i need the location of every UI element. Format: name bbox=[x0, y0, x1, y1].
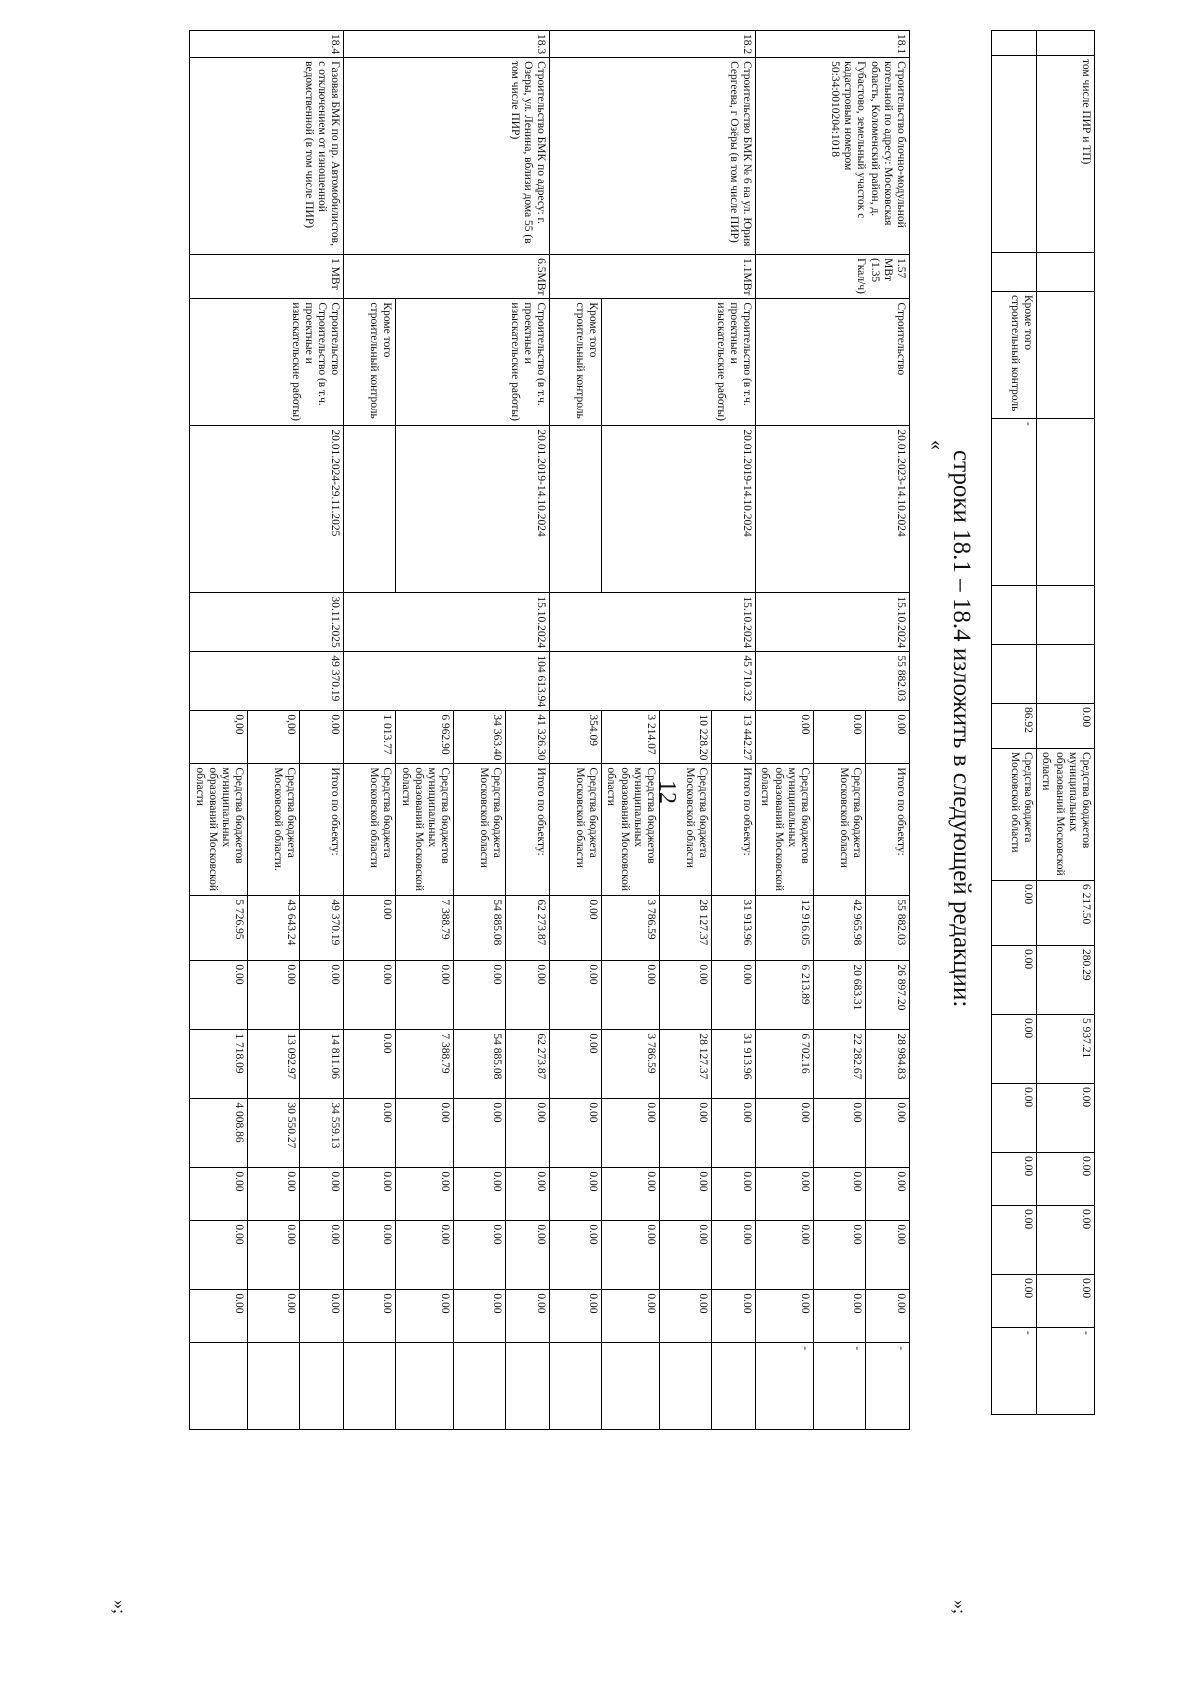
amount: 0.00 bbox=[396, 961, 454, 1030]
funding-source: Средства бюджетов муниципальных образований Московской области bbox=[396, 764, 454, 896]
amount: 0.00 bbox=[248, 1168, 300, 1221]
amount: 0.00 bbox=[344, 1099, 396, 1168]
amount: 0.00 bbox=[550, 896, 602, 961]
amount: 0.00 bbox=[506, 961, 550, 1030]
top-table bbox=[991, 30, 1095, 1415]
power: 6.5МВт bbox=[344, 255, 550, 299]
amount: 0.00 bbox=[712, 1221, 756, 1290]
amount bbox=[344, 1343, 396, 1430]
amount: 0.00 bbox=[344, 896, 396, 961]
amount: 0.00 bbox=[602, 1221, 660, 1290]
amount: 0.00 bbox=[660, 961, 712, 1030]
amount: 0.00 bbox=[344, 1030, 396, 1099]
amount: 54 885.08 bbox=[454, 896, 506, 961]
amount: 0.00 bbox=[660, 1099, 712, 1168]
amount bbox=[300, 1343, 344, 1430]
financed: 3 214.07 bbox=[602, 711, 660, 764]
amount: 0.00 bbox=[712, 1099, 756, 1168]
amount: 13 092.97 bbox=[248, 1030, 300, 1099]
amount: 0.00 bbox=[506, 1221, 550, 1290]
row-id: 18.2 bbox=[550, 31, 756, 58]
rotated-page: 12 том числе ПИР и ТП) 0.00 Средства бюджетов муниципальных образований Московской области 6 217.50 280.29 5 937.21 0.00 0.00 0.00 0.00 - Кроме того строительный контроль - 86.92 Средства бюджета Московской области 0.00 0.00 0.00 0.00 0.00 0.00 0.00 - »; строки 18.1 – 18.4 изложить в следующей редакции: « 18.1 Строительство блочно-модульной котельной по адресу: Московская область, Коломенский район, д. Губастово, земельный участок с кадастровым номером 50:34:0010204:1018 1.57 МВт (1.35 Гкал/ч) Строительство 20.01.2023-14.10.2024 15.10.2024 55 882.03 0.00 Итого по объекту: 55 882.03 26 897.20 28 984.83 0.00 0.00 0.00 0.00 - 0.00 Средства бюджета Московской области 42 965.98 20 683.31 22 282.67 0.00 0.00 0.00 0.00 - 0.00 Средства бюджетов муниципальных образований Московской области 12 916.05 6 213.89 6 702.16 0.00 0.00 0.00 0.00 - 18.2 Строительство БМК № 6 на ул. Юрия Сергеева, г Озёры (в том числе ПИР) 1.1МВт Строительство (в т.ч. проектные и изыскательские работы) 20.01.2019-14.10.2024 15.10.2024 45 710.32 13 442.27 Итого по объекту: 31 913.96 0.00 31 913.96 0.00 0.00 0.00 0.00 10 228.20 Средства бюджета Московской области 28 127.37 0.00 28 127.37 0.00 0.00 0.00 0.00 3 214.07 Средства бюджетов муниципальных образований Московской области 3 786.59 0.00 3 786.59 0.00 0.00 0.00 0.00 Кроме того строительный контроль 354.09 Средства бюджета Московской области 0.00 0.00 0.00 0.00 0.00 0.00 0.00 18.3 Строительство БМК по адресу: г. Озеры, ул. Ленина, вблизи дома 55 (в том числе ПИР) 6.5МВт Строительство (в т.ч. проектные и изыскательские работы) 20.01.2019-14.10.2024 15.10.2024 104 613.94 41 326.30 Итого по объекту: 62 273.87 0.00 62 273.87 0.00 0.00 0.00 0.00 34 363.40 Средства бюджета Московской области 54 885.08 0.00 54 885.08 0.00 0.00 0.00 0.00 6 962.90 Средства бюджетов муниципальных образований Московской области 7 388.79 0.00 7 388.79 0.00 0.00 0.00 0.00 Кроме того строительный контроль 1 013.77 Средства бюджета Московской области 0.00 0.00 0.00 0.00 0.00 0.00 0.00 18.4 Газовая БМК по пр. Автомобилистов, с отключением от изношенной ведомственной (в том числе ПИР) 1 МВт Строительство Строительство (в т.ч. проектные и изыскательские работы) 20.01.2024-29.11.2025 30.11.2025 49 370.19 0.00 Итого по объекту: 49 370.19 0.00 14 811.06 34 559.13 0.00 0.00 0.00 0,00 Средства бюджета Московской области. 43 643.24 0.00 13 092.97 30 550.27 0.00 0.00 0.00 0,00 Средства бюджетов муниципальных образований Московской области 5 726.95 0.00 1 718.09 4 008.86 0.00 0.00 0.00 »; bbox=[0, 0, 1200, 1697]
amount: 0.00 bbox=[814, 1168, 866, 1221]
row-id: 18.1 bbox=[756, 31, 910, 58]
financed: 0.00 bbox=[756, 711, 814, 764]
table-row bbox=[300, 31, 344, 1430]
period: 20.01.2024-29.11.2025 bbox=[190, 426, 344, 593]
work-type: Строительство (в т.ч. проектные и изыскательские работы) bbox=[396, 299, 550, 426]
amount: 22 282.67 bbox=[814, 1030, 866, 1099]
row-id: 18.3 bbox=[344, 31, 550, 58]
amount: 1 718.09 bbox=[190, 1030, 248, 1099]
funding-source: Средства бюджетов муниципальных образований Московской области bbox=[190, 764, 248, 896]
amount: 0.00 bbox=[602, 961, 660, 1030]
amount: 6 702.16 bbox=[756, 1030, 814, 1099]
amount bbox=[602, 1343, 660, 1430]
amount: 0.00 bbox=[602, 1168, 660, 1221]
table-row: том числе ПИР и ТП) 0.00 Средства бюджетов муниципальных образований Московской области 6 217.50 280.29 5 937.21 0.00 0.00 0.00 0.00 - bbox=[1037, 31, 1095, 1415]
section-heading: строки 18.1 – 18.4 изложить в следующей редакции: bbox=[948, 450, 975, 1008]
amount: 12 916.05 bbox=[756, 896, 814, 961]
amount: 26 897.20 bbox=[866, 961, 910, 1030]
amount: 0.00 bbox=[550, 1290, 602, 1343]
funding-source: Средства бюджета Московской области bbox=[344, 764, 396, 896]
amount: - bbox=[756, 1343, 814, 1430]
amount bbox=[550, 1343, 602, 1430]
amount: 0.00 bbox=[602, 1099, 660, 1168]
amount: 0.00 bbox=[344, 961, 396, 1030]
amount: 28 984.83 bbox=[866, 1030, 910, 1099]
amount: 0.00 bbox=[190, 1221, 248, 1290]
amount: 0.00 bbox=[190, 1168, 248, 1221]
funding-source: Средства бюджета Московской области bbox=[660, 764, 712, 896]
amount: 55 882.03 bbox=[866, 896, 910, 961]
funding-source: Средства бюджетов муниципальных образований Московской области bbox=[756, 764, 814, 896]
amount: 0.00 bbox=[344, 1168, 396, 1221]
amount: 43 643.24 bbox=[248, 896, 300, 961]
funding-source: Итого по объекту: bbox=[506, 764, 550, 896]
table-cell bbox=[550, 426, 602, 593]
main-table bbox=[190, 30, 911, 1430]
amount: 3 786.59 bbox=[602, 896, 660, 961]
amount: 0.00 bbox=[248, 1221, 300, 1290]
amount: 0.00 bbox=[454, 961, 506, 1030]
amount: 0.00 bbox=[712, 961, 756, 1030]
object-name: Строительство БМК № 6 на ул. Юрия Сергеева, г Озёры (в том числе ПИР) bbox=[550, 58, 756, 255]
amount: 0.00 bbox=[756, 1168, 814, 1221]
amount: 0.00 bbox=[248, 961, 300, 1030]
amount: 0.00 bbox=[506, 1290, 550, 1343]
amount: 31 913.96 bbox=[712, 1030, 756, 1099]
period: 20.01.2019-14.10.2024 bbox=[602, 426, 756, 593]
amount bbox=[660, 1343, 712, 1430]
amount: 7 388.79 bbox=[396, 896, 454, 961]
date: 15.10.2024 bbox=[550, 593, 756, 652]
funding-source: Средства бюджета Московской области bbox=[550, 764, 602, 896]
amount: 0.00 bbox=[300, 961, 344, 1030]
amount bbox=[712, 1343, 756, 1430]
row-id: 18.4 bbox=[190, 31, 344, 58]
amount bbox=[454, 1343, 506, 1430]
funding-source: Итого по объекту: bbox=[300, 764, 344, 896]
financed: 1 013.77 bbox=[344, 711, 396, 764]
amount: 7 388.79 bbox=[396, 1030, 454, 1099]
amount: 0.00 bbox=[660, 1221, 712, 1290]
amount: 0.00 bbox=[756, 1290, 814, 1343]
amount: 54 885.08 bbox=[454, 1030, 506, 1099]
amount: 0.00 bbox=[550, 1221, 602, 1290]
extra-label: Кроме того строительный контроль bbox=[992, 292, 1037, 419]
amount: 0.00 bbox=[660, 1168, 712, 1221]
funding-source: Средства бюджета Московской области. bbox=[248, 764, 300, 896]
amount: 0.00 bbox=[300, 1168, 344, 1221]
amount: 0.00 bbox=[190, 1290, 248, 1343]
financed: 34 363.40 bbox=[454, 711, 506, 764]
amount: 0.00 bbox=[190, 961, 248, 1030]
period: 20.01.2019-14.10.2024 bbox=[396, 426, 550, 593]
financed: 0.00 bbox=[866, 711, 910, 764]
amount: 28 127.37 bbox=[660, 1030, 712, 1099]
funding-source: Средства бюджетов муниципальных образований Московской области bbox=[602, 764, 660, 896]
object-name: Газовая БМК по пр. Автомобилистов, с отключением от изношенной ведомственной (в том числе ПИР) bbox=[190, 58, 344, 255]
work-type: Строительство Строительство (в т.ч. проектные и изыскательские работы) bbox=[190, 299, 344, 426]
amount: 20 683.31 bbox=[814, 961, 866, 1030]
amount: 62 273.87 bbox=[506, 896, 550, 961]
work-type: Строительство bbox=[756, 299, 910, 426]
amount bbox=[248, 1343, 300, 1430]
amount: - bbox=[814, 1343, 866, 1430]
financed: 6 962.90 bbox=[396, 711, 454, 764]
amount: 0.00 bbox=[396, 1221, 454, 1290]
amount: 0.00 bbox=[300, 1221, 344, 1290]
amount: 0.00 bbox=[454, 1168, 506, 1221]
amount: 0.00 bbox=[756, 1099, 814, 1168]
amount: 0.00 bbox=[396, 1168, 454, 1221]
amount: 0.00 bbox=[866, 1099, 910, 1168]
work-type: Кроме того строительный контроль bbox=[550, 299, 602, 426]
date: 15.10.2024 bbox=[344, 593, 550, 652]
funding-source: Средства бюджета Московской области bbox=[814, 764, 866, 896]
work-type: Кроме того строительный контроль bbox=[344, 299, 396, 426]
financed: 354.09 bbox=[550, 711, 602, 764]
amount: 31 913.96 bbox=[712, 896, 756, 961]
amount: 34 559.13 bbox=[300, 1099, 344, 1168]
amount: 0.00 bbox=[396, 1290, 454, 1343]
page-number: 12 bbox=[654, 780, 680, 804]
amount: 3 786.59 bbox=[602, 1030, 660, 1099]
financed: 0,00 bbox=[190, 711, 248, 764]
amount: 0.00 bbox=[396, 1099, 454, 1168]
amount: 0.00 bbox=[506, 1099, 550, 1168]
amount: 0.00 bbox=[756, 1221, 814, 1290]
amount: 6 213.89 bbox=[756, 961, 814, 1030]
period: 20.01.2023-14.10.2024 bbox=[756, 426, 910, 593]
amount: 5 726.95 bbox=[190, 896, 248, 961]
amount: 0.00 bbox=[344, 1290, 396, 1343]
date: 15.10.2024 bbox=[756, 593, 910, 652]
object-name: Строительство блочно-модульной котельной по адресу: Московская область, Коломенский район, д. Губастово, земельный участок с кадастровым номером 50:34:0010204:1018 bbox=[756, 58, 910, 255]
amount: 0.00 bbox=[814, 1099, 866, 1168]
amount: 0.00 bbox=[550, 961, 602, 1030]
amount: 0.00 bbox=[550, 1030, 602, 1099]
financed: 10 228.20 bbox=[660, 711, 712, 764]
work-type: Строительство (в т.ч. проектные и изыскательские работы) bbox=[602, 299, 756, 426]
amount: 0.00 bbox=[550, 1168, 602, 1221]
amount: 0.00 bbox=[248, 1290, 300, 1343]
amount bbox=[396, 1343, 454, 1430]
amount: 0.00 bbox=[300, 1290, 344, 1343]
amount: 0.00 bbox=[712, 1168, 756, 1221]
cost: 45 710.32 bbox=[550, 652, 756, 711]
amount: 0.00 bbox=[866, 1168, 910, 1221]
table-cell bbox=[344, 426, 396, 593]
amount: 0.00 bbox=[506, 1168, 550, 1221]
financed: 0.00 bbox=[814, 711, 866, 764]
amount: 4 008.86 bbox=[190, 1099, 248, 1168]
amount: 0.00 bbox=[660, 1290, 712, 1343]
financed: 41 326.30 bbox=[506, 711, 550, 764]
table-row: Кроме того строительный контроль - 86.92 Средства бюджета Московской области 0.00 0.00 0.00 0.00 0.00 0.00 0.00 - bbox=[992, 31, 1037, 1415]
financed: 0,00 bbox=[248, 711, 300, 764]
amount: - bbox=[866, 1343, 910, 1430]
table-row bbox=[506, 31, 550, 1430]
amount: 0.00 bbox=[814, 1290, 866, 1343]
amount: 0.00 bbox=[866, 1221, 910, 1290]
cost: 55 882.03 bbox=[756, 652, 910, 711]
amount: 0.00 bbox=[454, 1221, 506, 1290]
amount: 0.00 bbox=[454, 1290, 506, 1343]
funding-source: Итого по объекту: bbox=[712, 764, 756, 896]
amount: 0.00 bbox=[814, 1221, 866, 1290]
cost: 49 370.19 bbox=[190, 652, 344, 711]
amount: 49 370.19 bbox=[300, 896, 344, 961]
financed: 13 442.27 bbox=[712, 711, 756, 764]
funding-source: Итого по объекту: bbox=[866, 764, 910, 896]
amount: 0.00 bbox=[454, 1099, 506, 1168]
amount: 14 811.06 bbox=[300, 1030, 344, 1099]
cost: 104 613.94 bbox=[344, 652, 550, 711]
amount: 42 965.98 bbox=[814, 896, 866, 961]
amount: 0.00 bbox=[602, 1290, 660, 1343]
financed: 0.00 bbox=[300, 711, 344, 764]
power: 1.57 МВт (1.35 Гкал/ч) bbox=[756, 255, 910, 299]
amount: 0.00 bbox=[550, 1099, 602, 1168]
object-name: Строительство БМК по адресу: г. Озеры, ул. Ленина, вблизи дома 55 (в том числе ПИР) bbox=[344, 58, 550, 255]
power: 1.1МВт bbox=[550, 255, 756, 299]
amount: 28 127.37 bbox=[660, 896, 712, 961]
amount: 30 550.27 bbox=[248, 1099, 300, 1168]
amount: 0.00 bbox=[712, 1290, 756, 1343]
amount bbox=[190, 1343, 248, 1430]
table-row bbox=[712, 31, 756, 1430]
funding-source: Средства бюджета Московской области bbox=[454, 764, 506, 896]
amount: 62 273.87 bbox=[506, 1030, 550, 1099]
amount: 0.00 bbox=[866, 1290, 910, 1343]
amount bbox=[506, 1343, 550, 1430]
table-row bbox=[866, 31, 910, 1430]
amount: 0.00 bbox=[344, 1221, 396, 1290]
row-label: том числе ПИР и ТП) bbox=[1037, 56, 1095, 253]
date: 30.11.2025 bbox=[190, 593, 344, 652]
power: 1 МВт bbox=[190, 255, 344, 299]
